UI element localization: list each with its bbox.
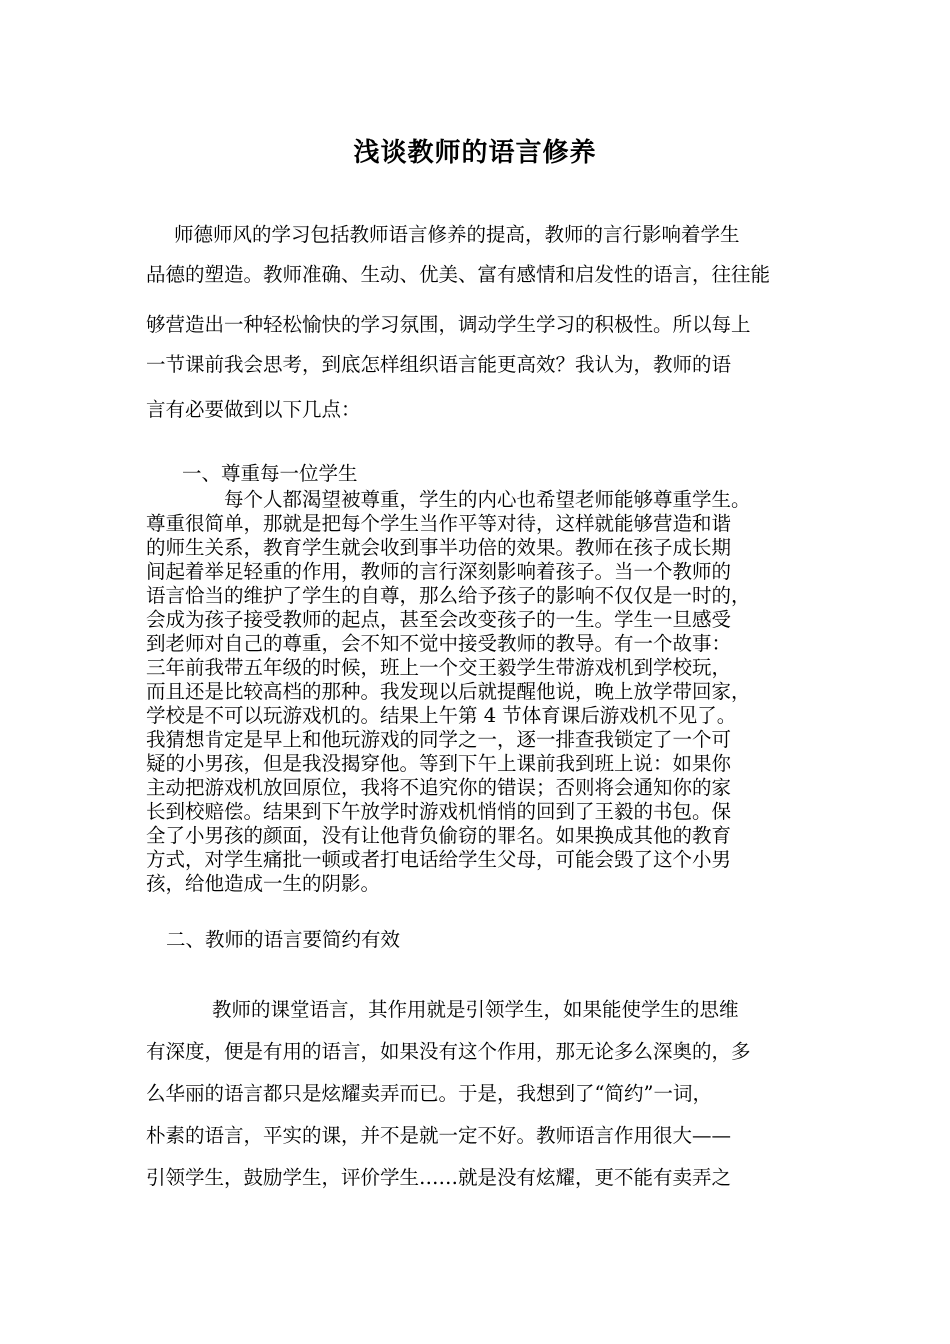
body-line: 教师的课堂语言，其作用就是引领学生，如果能使学生的思维 — [212, 998, 739, 1021]
section-heading: 二、教师的语言要简约有效 — [166, 928, 401, 951]
intro-line: 言有必要做到以下几点： — [146, 398, 361, 421]
body-line: 而且还是比较高档的那种。我发现以后就提醒他说，晚上放学带回家， — [146, 680, 751, 703]
body-line: 间起着举足轻重的作用，教师的言行深刻影响着孩子。当一个教师的 — [146, 560, 732, 583]
body-line: 引领学生，鼓励学生，评价学生……就是没有炫耀，更不能有卖弄之 — [146, 1166, 732, 1189]
body-line: 疑的小男孩，但是我没揭穿他。等到下午上课前我到班上说：如果你 — [146, 752, 732, 775]
body-line: 会成为孩子接受教师的起点，甚至会改变孩子的一生。学生一旦感受 — [146, 608, 732, 631]
body-line: 有深度，便是有用的语言，如果没有这个作用，那无论多么深奥的，多 — [146, 1040, 751, 1063]
body-line: 语言恰当的维护了学生的自尊，那么给予孩子的影响不仅仅是一时的， — [146, 584, 751, 607]
intro-line: 一节课前我会思考，到底怎样组织语言能更高效？我认为，教师的语 — [146, 353, 732, 376]
intro-line: 品德的塑造。教师准确、生动、优美、富有感情和启发性的语言，往往能 — [146, 263, 771, 286]
body-line: 孩，给他造成一生的阴影。 — [146, 872, 381, 895]
body-line: 么华丽的语言都只是炫耀卖弄而已。于是，我想到了“简约”一词， — [146, 1082, 712, 1105]
intro-line: 师德师风的学习包括教师语言修养的提高，教师的言行影响着学生 — [174, 223, 740, 246]
body-line: 每个人都渴望被尊重，学生的内心也希望老师能够尊重学生。 — [224, 488, 751, 511]
body-line: 到老师对自己的尊重，会不知不觉中接受教师的教导。有一个故事： — [146, 632, 732, 655]
intro-line: 够营造出一种轻松愉快的学习氛围，调动学生学习的积极性。所以每上 — [146, 313, 751, 336]
body-line: 三年前我带五年级的时候，班上一个交王毅学生带游戏机到学校玩， — [146, 656, 732, 679]
body-line: 全了小男孩的颜面，没有让他背负偷窃的罪名。如果换成其他的教育 — [146, 824, 732, 847]
body-line: 朴素的语言，平实的课，并不是就一定不好。教师语言作用很大—— — [146, 1124, 732, 1147]
body-line: 的师生关系，教育学生就会收到事半功倍的效果。教师在孩子成长期 — [146, 536, 732, 559]
document-title: 浅谈教师的语言修养 — [353, 138, 597, 168]
body-line: 尊重很简单，那就是把每个学生当作平等对待，这样就能够营造和谐 — [146, 512, 732, 535]
body-line: 主动把游戏机放回原位，我将不追究你的错误；否则将会通知你的家 — [146, 776, 732, 799]
body-line: 长到校赔偿。结果到下午放学时游戏机悄悄的回到了王毅的书包。保 — [146, 800, 732, 823]
body-line: 我猜想肯定是早上和他玩游戏的同学之一，逐一排查我锁定了一个可 — [146, 728, 732, 751]
section-heading: 一、尊重每一位学生 — [182, 462, 358, 485]
body-line: 方式，对学生痛批一顿或者打电话给学生父母，可能会毁了这个小男 — [146, 848, 732, 871]
body-line: 学校是不可以玩游戏机的。结果上午第 4 节体育课后游戏机不见了。 — [146, 704, 737, 727]
